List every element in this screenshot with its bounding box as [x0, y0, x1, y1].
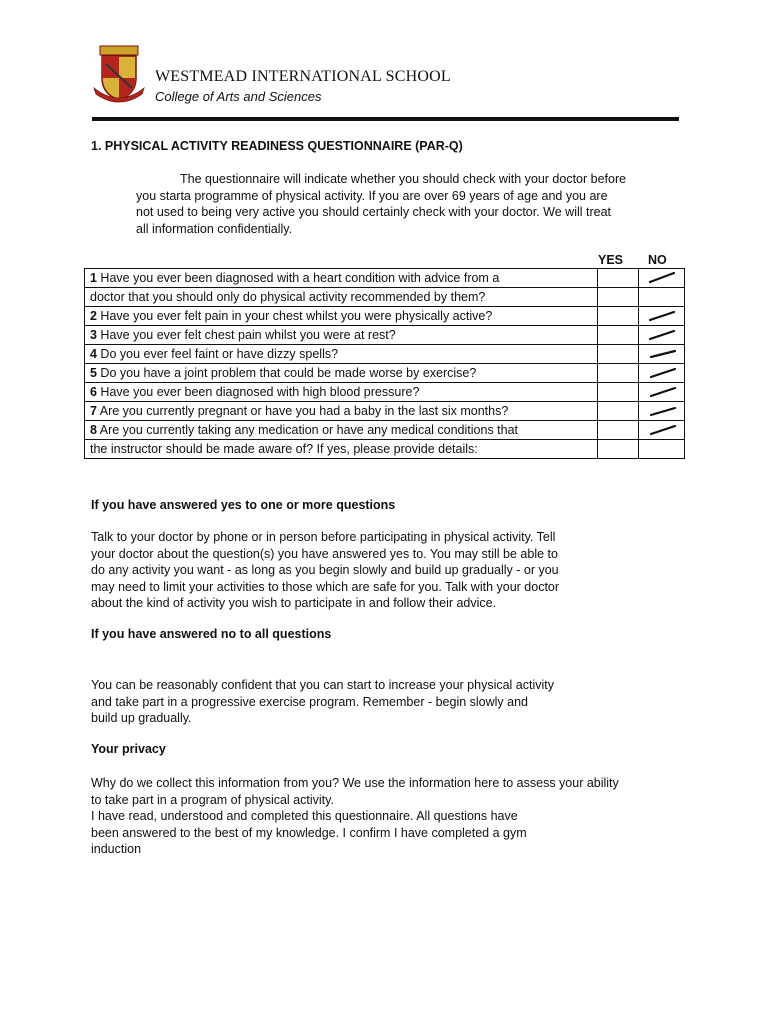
no-checkbox[interactable]: [639, 307, 685, 326]
table-row: [85, 383, 685, 402]
table-row: [85, 421, 685, 440]
check-mark-icon: [647, 423, 677, 437]
section-paragraph-no: [91, 677, 651, 727]
table-row: [85, 440, 685, 459]
yes-checkbox[interactable]: [597, 421, 638, 440]
yes-checkbox[interactable]: [597, 383, 638, 402]
table-row: [85, 288, 685, 307]
check-mark-icon: [647, 366, 677, 380]
paragraph-line: may need to limit your activities to those which are safe for you. Talk with your doctor: [91, 579, 560, 594]
yes-checkbox[interactable]: [597, 345, 638, 364]
paragraph-line: to take part in a program of physical activity.: [91, 792, 334, 807]
paragraph-line: Talk to your doctor by phone or in person before participating in physical activity. Tell: [91, 530, 556, 544]
no-checkbox[interactable]: [639, 326, 685, 345]
yes-checkbox[interactable]: [597, 269, 638, 288]
check-mark-icon: [647, 347, 677, 361]
question-cell: 4 Do you ever feel faint or have dizzy spells?: [85, 345, 598, 364]
check-mark-icon: [647, 328, 677, 342]
paragraph-line: your doctor about the question(s) you have answered yes to. You may still be able to: [91, 546, 558, 561]
paragraph-line: build up gradually.: [91, 711, 192, 725]
intro-line: all information confidentially.: [136, 221, 293, 236]
yes-checkbox[interactable]: [597, 364, 638, 383]
no-checkbox[interactable]: [639, 364, 685, 383]
header-divider: [92, 117, 679, 121]
table-row: [85, 345, 685, 364]
school-crest-icon: [92, 44, 146, 104]
question-cell: 5 Do you have a joint problem that could be made worse by exercise?: [85, 364, 598, 383]
yes-checkbox[interactable]: [597, 440, 638, 459]
section-heading-yes: If you have answered yes to one or more questions: [91, 498, 396, 512]
yes-checkbox[interactable]: [597, 326, 638, 345]
question-cell: 7 Are you currently pregnant or have you had a baby in the last six months?: [85, 402, 598, 421]
question-cell: 1 Have you ever been diagnosed with a heart condition with advice from a: [85, 269, 598, 288]
question-cell: the instructor should be made aware of? If yes, please provide details:: [85, 440, 598, 459]
check-mark-icon: [647, 404, 677, 418]
table-row: [85, 307, 685, 326]
table-row: [85, 326, 685, 345]
yes-checkbox[interactable]: [597, 288, 638, 307]
no-checkbox[interactable]: [639, 421, 685, 440]
question-cell: 3 Have you ever felt chest pain whilst you were at rest?: [85, 326, 598, 345]
no-checkbox[interactable]: [639, 402, 685, 421]
college-name: College of Arts and Sciences: [155, 89, 322, 104]
paragraph-line: and take part in a progressive exercise program. Remember - begin slowly and: [91, 694, 529, 709]
question-cell: 6 Have you ever been diagnosed with high blood pressure?: [85, 383, 598, 402]
question-cell: doctor that you should only do physical activity recommended by them?: [85, 288, 598, 307]
no-checkbox[interactable]: [639, 288, 685, 307]
paragraph-line: Why do we collect this information from you? We use the information here to assess your ability: [91, 776, 619, 790]
intro-line: not used to being very active you should certainly check with your doctor. We will treat: [136, 205, 612, 219]
no-checkbox[interactable]: [639, 383, 685, 402]
no-column-header: NO: [648, 253, 667, 267]
section-heading-privacy: Your privacy: [91, 742, 166, 756]
table-row: [85, 364, 685, 383]
paragraph-line: about the kind of activity you wish to participate in and follow their advice.: [91, 596, 497, 610]
intro-paragraph: [136, 171, 681, 237]
yes-checkbox[interactable]: [597, 307, 638, 326]
no-checkbox[interactable]: [639, 440, 685, 459]
table-row: [85, 269, 685, 288]
question-cell: 2 Have you ever felt pain in your chest whilst you were physically active?: [85, 307, 598, 326]
section-paragraph-privacy: [91, 775, 691, 858]
paragraph-line: You can be reasonably confident that you can start to increase your physical activity: [91, 678, 555, 692]
check-mark-icon: [647, 385, 677, 399]
question-cell: 8 Are you currently taking any medication or have any medical conditions that: [85, 421, 598, 440]
section-heading-no: If you have answered no to all questions: [91, 627, 332, 641]
intro-line: you starta programme of physical activity. If you are over 69 years of age and you are: [136, 188, 608, 203]
table-row: [85, 402, 685, 421]
check-mark-icon: [647, 309, 677, 323]
paragraph-line: been answered to the best of my knowledge. I confirm I have completed a gym: [91, 825, 527, 840]
school-name: WESTMEAD INTERNATIONAL SCHOOL: [155, 68, 451, 85]
check-mark-icon: [647, 271, 677, 285]
questionnaire-title: 1. PHYSICAL ACTIVITY READINESS QUESTIONNAIRE (PAR-Q): [91, 139, 463, 153]
section-paragraph-yes: [91, 529, 651, 612]
intro-line: The questionnaire will indicate whether you should check with your doctor before: [180, 172, 627, 186]
yes-column-header: YES: [598, 253, 624, 267]
paragraph-line: do any activity you want - as long as you begin slowly and build up gradually - or you: [91, 563, 559, 577]
no-checkbox[interactable]: [639, 345, 685, 364]
paragraph-line: I have read, understood and completed this questionnaire. All questions have: [91, 809, 518, 823]
paragraph-line: induction: [91, 842, 142, 856]
parq-table: [84, 268, 685, 459]
no-checkbox[interactable]: [639, 269, 685, 288]
yes-checkbox[interactable]: [597, 402, 638, 421]
